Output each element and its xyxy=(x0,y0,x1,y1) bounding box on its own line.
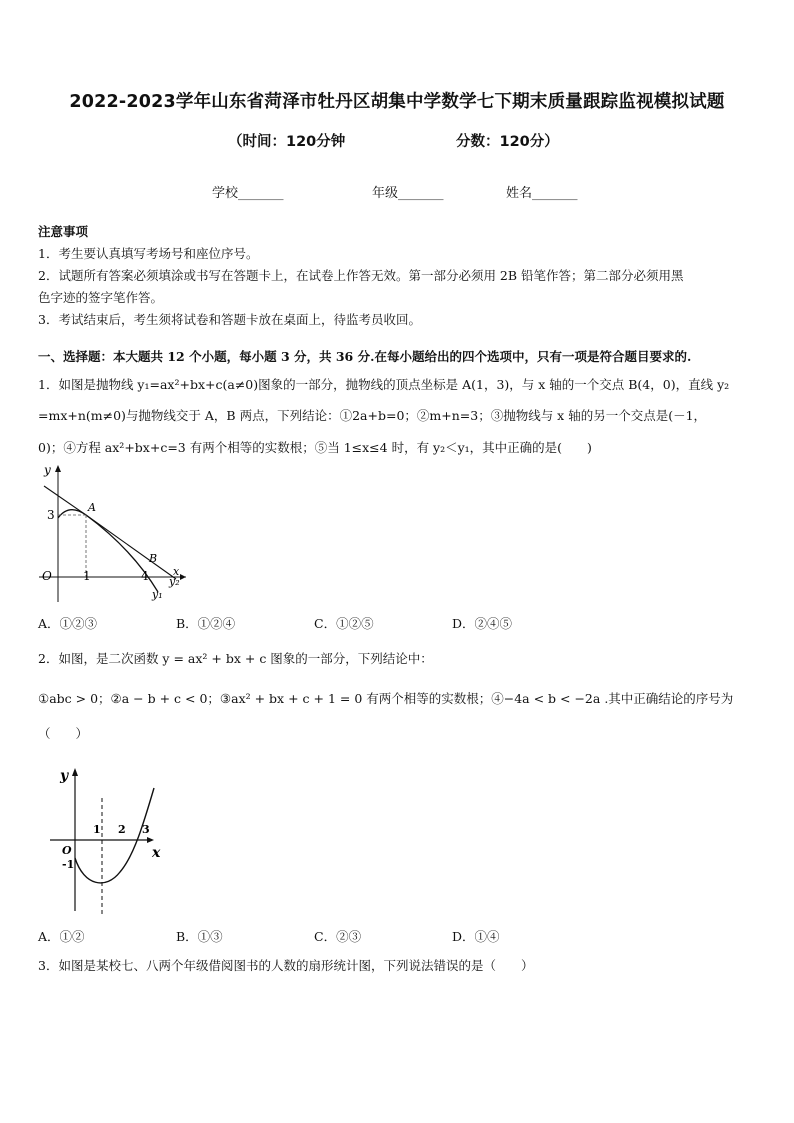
q1-y2-label: y₂ xyxy=(169,575,180,588)
q1-origin-label: O xyxy=(42,569,52,583)
q2-line-1: 2．如图，是二次函数 y = ax² + bx + c 图象的一部分，下列结论中： xyxy=(38,651,433,666)
q1-option-b[interactable]: B．①②④ xyxy=(176,616,236,631)
q1-y-arrow xyxy=(55,465,61,472)
q1-x-arrow xyxy=(180,574,186,580)
q2-origin-label: O xyxy=(62,844,72,857)
q2-figure xyxy=(48,758,178,918)
q2-tick-1: 1 xyxy=(93,823,101,836)
q2-x-label: x xyxy=(152,845,161,861)
note-1: 1．考生要认真填写考场号和座位序号。 xyxy=(38,246,259,261)
note-2a: 2．试题所有答案必须填涂或书写在答题卡上，在试卷上作答无效。第一部分必须用 2B 铅笔作答；第二部分必须用黑 xyxy=(38,268,684,283)
q1-line-y2 xyxy=(44,486,176,579)
q1-figure xyxy=(36,462,196,604)
exam-time: （时间：120分钟 xyxy=(228,134,346,150)
note-3: 3．考试结束后，考生须将试卷和答题卡放在桌面上，待监考员收回。 xyxy=(38,312,421,327)
q2-option-a[interactable]: A．①② xyxy=(38,929,85,944)
note-2b: 色字迹的签字笔作答。 xyxy=(38,290,164,305)
q2-option-c[interactable]: C．②③ xyxy=(314,929,362,944)
q2-option-d[interactable]: D．①④ xyxy=(452,929,500,944)
q1-x-label: x xyxy=(173,565,180,578)
q1-point-b: B xyxy=(149,552,158,565)
exam-score: 分数：120分） xyxy=(456,134,559,150)
grade-field: 年级_______ xyxy=(372,186,444,201)
q1-option-a[interactable]: A．①②③ xyxy=(38,616,98,631)
q2-x-arrow xyxy=(147,837,154,843)
q1-tick-4: 4 xyxy=(141,569,149,583)
q2-line-2: ①abc > 0；②a − b + c < 0；③ax² + bx + c + 1 = 0 有两个相等的实数根；④−4a < b < −2a .其中正确结论的序号为 xyxy=(38,691,734,706)
q2-tick-3: 3 xyxy=(142,823,150,836)
school-field: 学校_______ xyxy=(212,186,284,201)
q1-line-1: 1．如图是抛物线 y₁=ax²+bx+c(a≠0)图象的一部分，抛物线的顶点坐标是 A(1，3)，与 x 轴的一个交点 B(4，0)，直线 y₂ xyxy=(38,377,730,392)
q2-tick-minus1: -1 xyxy=(62,858,75,871)
q2-line-3: （ ） xyxy=(38,726,89,741)
q1-tick-1: 1 xyxy=(83,569,91,583)
q1-point-a: A xyxy=(88,501,96,514)
q1-tick-3: 3 xyxy=(47,508,55,522)
q2-option-b[interactable]: B．①③ xyxy=(176,929,223,944)
q2-tick-2: 2 xyxy=(118,823,126,836)
q1-line-3: 0)；④方程 ax²+bx+c=3 有两个相等的实数根；⑤当 1≤x≤4 时，有 y₂＜y₁，其中正确的是( ) xyxy=(38,440,592,455)
exam-title: 2022-2023学年山东省菏泽市牡丹区胡集中学数学七下期末质量跟踪监视模拟试题 xyxy=(69,92,725,112)
q2-y-arrow xyxy=(72,768,78,776)
q2-y-label: y xyxy=(60,768,69,784)
q1-option-c[interactable]: C．①②⑤ xyxy=(314,616,374,631)
q1-y1-label: y₁ xyxy=(152,588,163,601)
notes-heading: 注意事项 xyxy=(38,224,89,239)
section1-heading: 一、选择题：本大题共 12 个小题，每小题 3 分，共 36 分.在每小题给出的四个选项中，只有一项是符合题目要求的. xyxy=(38,349,692,364)
q3-line-1: 3．如图是某校七、八两个年级借阅图书的人数的扇形统计图，下列说法错误的是（ ） xyxy=(38,958,534,973)
q1-line-2: =mx+n(m≠0)与抛物线交于 A，B 两点，下列结论：①2a+b=0；②m+n=3；③抛物线与 x 轴的另一个交点是(－1， xyxy=(38,408,707,423)
q1-y-label: y xyxy=(44,463,51,477)
q1-option-d[interactable]: D．②④⑤ xyxy=(452,616,513,631)
name-field: 姓名_______ xyxy=(506,186,578,201)
